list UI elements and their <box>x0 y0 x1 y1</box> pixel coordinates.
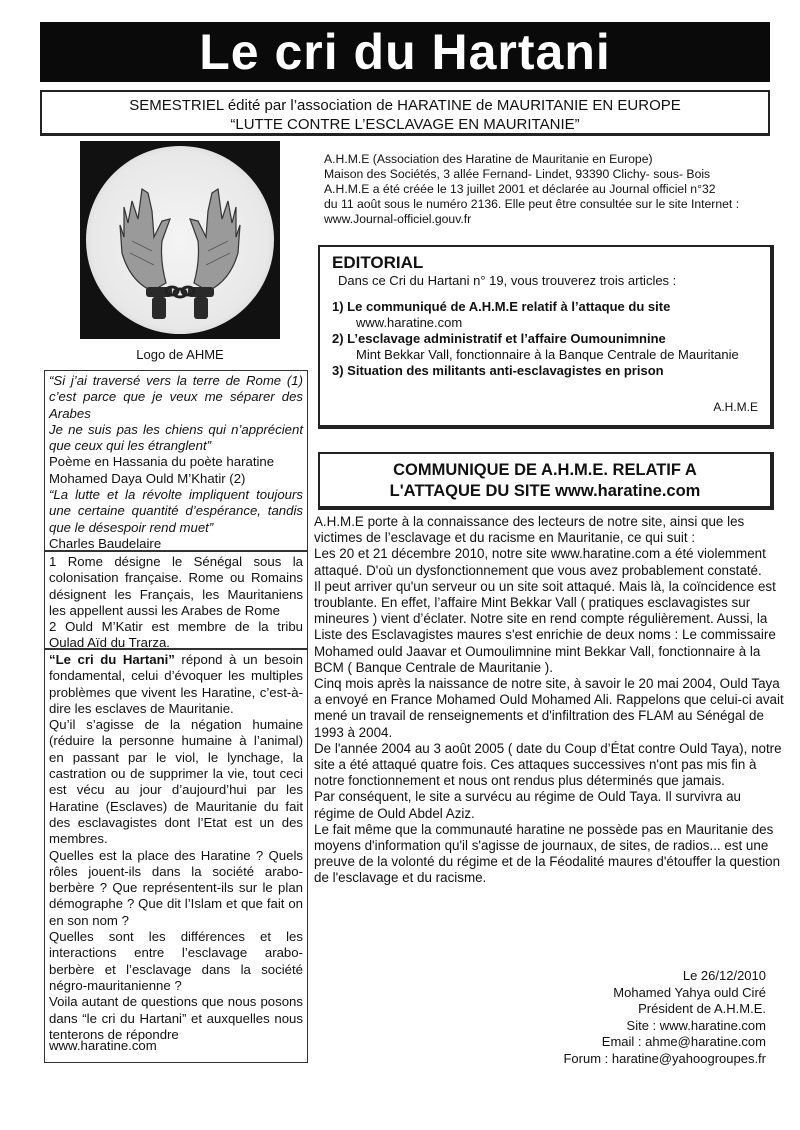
signature-email[interactable]: Email : ahme@haratine.com <box>601 1034 766 1049</box>
editorial-intro: Dans ce Cri du Hartani n° 19, vous trouverez trois articles : <box>338 273 677 288</box>
assoc-line-4: du 11 août sous le numéro 2136. Elle peut être consultée sur le site Internet : <box>324 197 740 211</box>
editorial-item <box>332 363 758 379</box>
editorial-item-sub: Mint Bekkar Vall, fonctionnaire à la Banque Centrale de Mauritanie <box>356 347 739 362</box>
quote-3: “La lutte et la révolte impliquent toujours une certaine quantité d’espérance, tandis que le désespoir rend muet” <box>49 487 303 535</box>
intro-text-1: répond à un besoin fondamental, celui d’évoquer les multiples problèmes que vivent les Haratine, c’est-à-dire les esclaves de Mauritanie. <box>49 652 303 716</box>
communique-line-2: L'ATTAQUE DU SITE www.haratine.com <box>389 482 701 500</box>
left-site-link[interactable]: www.haratine.com <box>49 1037 157 1053</box>
article-paragraph-3: Il peut arriver qu'un serveur ou un site soit attaqué. Mais là, la coïncidence est troublante. En effet, l’affaire Mint Bekkar Vall ( pratiques esclavagistes sur mineures ) vient d’éclater. Notre site en rend compte régulièrement. Aussi, la Liste des Esclavagistes maures s'est enrichie de deux noms : Le commissaire Mohamed ould Jaavar et Oumoulimnine mint Bekkar Vall, fonctionnaire à la BCM ( Banque Centrale de Mauritanie ). <box>314 578 776 675</box>
note-1: 1 Rome désigne le Sénégal sous la colonisation française. Rome ou Romains désignent les Français, les Mauritaniens les appellent aussi les Arabes de Rome <box>49 554 303 618</box>
logo-caption: Logo de AHME <box>136 347 224 362</box>
intro-paragraph-1 <box>49 652 303 717</box>
article-paragraph-2: Les 20 et 21 décembre 2010, notre site www.haratine.com a été violemment attaqué. D'où un dysfonctionnement que vous avez probablement constaté. <box>314 546 766 578</box>
intro-paragraph-3: Quelles est la place des Haratine ? Quels rôles jouent-ils dans la société arabo-berbère ? Que représentent-ils sur le plan démographe ? Que dit l’Islam et que fait on en son nom ? <box>49 847 303 928</box>
poem-attribution: Poème en Hassania du poète haratine Mohamed Daya Ould M’Khatir (2) <box>49 454 275 486</box>
signature-date: Le 26/12/2010 <box>682 968 766 983</box>
communique-line-1: COMMUNIQUE DE A.H.M.E. RELATIF A <box>393 461 697 479</box>
intro-paragraph-2: Qu’il s’agisse de la négation humaine (réduire la personne humaine à l’animal) en passant par le viol, le lynchage, la castration ou de supprimer la vie, tout ceci est vécu au jour d’aujourd’hui par les Haratine (Esclaves) de Mauritanie du fait des esclavagistes dont l’Etat est un des membres. <box>49 717 303 847</box>
association-info <box>324 152 784 227</box>
article-paragraph-6: Par conséquent, le site a survécu au régime de Ould Taya. Il survivra au régime de Ould Abdel Aziz. <box>314 789 741 821</box>
editorial-heading: EDITORIAL <box>332 253 424 272</box>
editorial-item-title: 2) L’esclavage administratif et l’affaire Oumounimnine <box>332 331 666 346</box>
signature-role: Président de A.H.M.E. <box>638 1001 766 1016</box>
subhead-line-2: “LUTTE CONTRE L’ESCLAVAGE EN MAURITANIE” <box>230 116 580 133</box>
signature-block <box>500 968 766 1067</box>
notes-box <box>44 551 308 649</box>
masthead-title <box>40 22 770 82</box>
subhead-line-1: SEMESTRIEL édité par l’association de HARATINE de MAURITANIE EN EUROPE <box>129 97 681 114</box>
quote-box <box>44 370 308 551</box>
editorial-list <box>332 299 758 379</box>
signature-site[interactable]: Site : www.haratine.com <box>626 1017 766 1033</box>
article-paragraph-5: De l'année 2004 au 3 août 2005 ( date du Coup d’État contre Ould Taya), notre site a été attaqué quatre fois. Ces attaques successives n'ont pas mis fin à notre fonctionnement et nous ont rendus plus déterminés que jamais. <box>314 740 782 789</box>
article-paragraph-7: Le fait même que la communauté haratine ne possède pas en Mauritanie des moyens d'information qu'il s'agisse de journaux, de sites, de radios... est une preuve de la volonté du régime et de la Féodalité maures d'étouffer la question de l'esclavage et du racisme. <box>314 821 781 886</box>
quote-author: Charles Baudelaire <box>49 535 162 551</box>
editorial-item <box>332 299 758 331</box>
assoc-line-1: A.H.M.E (Association des Haratine de Mauritanie en Europe) <box>324 152 653 166</box>
assoc-line-5[interactable]: www.Journal-officiel.gouv.fr <box>324 212 472 226</box>
quote-2: Je ne suis pas les chiens qui n’apprécient que ceux qui les étranglent” <box>49 421 303 454</box>
article-body <box>314 514 784 887</box>
quote-1: “Si j’ai traversé vers la terre de Rome (1) c’est parce que je veux me séparer des Arabes <box>49 373 303 421</box>
note-2: 2 Ould M’Katir est membre de la tribu Oulad Aïd du Trarza. <box>49 619 303 651</box>
editorial-box <box>318 245 774 429</box>
intro-paragraph-4: Quelles sont les différences et les interactions entre l’esclavage arabo-berbère et l’esclavage dans la société négro-mauritanienne ? <box>49 929 303 993</box>
intro-box <box>44 649 308 1063</box>
editorial-item-sub: www.haratine.com <box>356 315 463 330</box>
subhead-box <box>40 90 770 136</box>
newspaper-title: Le cri du Hartani <box>199 24 611 80</box>
communique-heading-box <box>318 452 774 510</box>
editorial-item-title: 1) Le communiqué de A.H.M.E relatif à l’attaque du site <box>332 299 671 314</box>
intro-lead: “Le cri du Hartani” <box>49 652 175 667</box>
intro-paragraph-5: Voila autant de questions que nous posons dans “le cri du Hartani” et auxquelles nous tenterons de répondre <box>49 994 303 1042</box>
article-paragraph-1: A.H.M.E porte à la connaissance des lecteurs de notre site, ainsi que les victimes de l’esclavage et du racisme en Mauritanie, ce qui suit : <box>314 514 745 546</box>
signature-name: Mohamed Yahya ould Ciré <box>613 984 766 1000</box>
editorial-item <box>332 331 758 363</box>
editorial-item-title: 3) Situation des militants anti-esclavagistes en prison <box>332 363 664 378</box>
article-paragraph-4: Cinq mois après la naissance de notre site, à savoir le 20 mai 2004, Ould Taya a envoyé en France Mohamed Ould Mohamed Ali. Rappelons que celui-ci avait mené un travail de renseignements et d'infiltration des FLAM au Sénégal de 1993 à 2004. <box>314 676 784 740</box>
chained-hands-icon <box>80 141 280 339</box>
assoc-line-3: A.H.M.E a été créée le 13 juillet 2001 et déclarée au Journal officiel n°32 <box>324 182 716 196</box>
editorial-signature: A.H.M.E <box>713 400 758 414</box>
signature-forum[interactable]: Forum : haratine@yahoogroupes.fr <box>563 1050 766 1066</box>
assoc-line-2: Maison des Sociétés, 3 allée Fernand- Lindet, 93390 Clichy- sous- Bois <box>324 167 711 181</box>
